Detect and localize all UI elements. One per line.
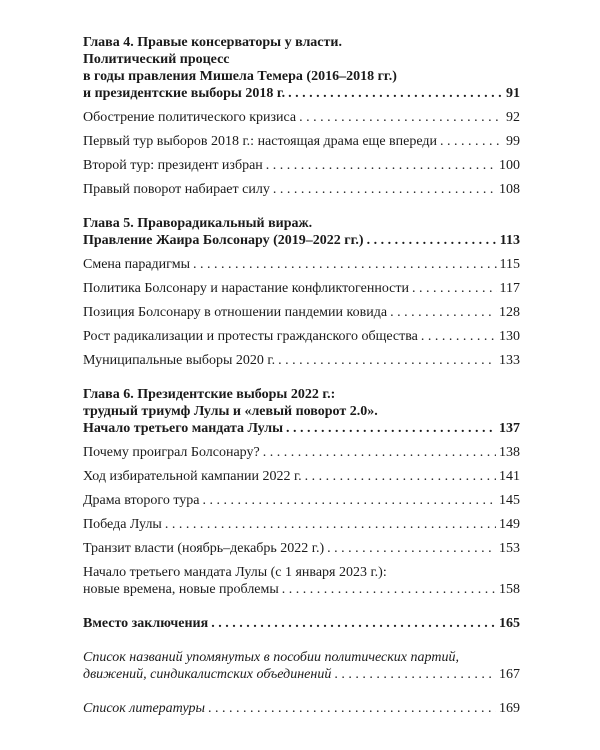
chapter-heading-line: Глава 6. Президентские выборы 2022 г.: [83, 387, 336, 402]
dot-leader [263, 444, 496, 461]
parties-section [83, 649, 520, 683]
page-number: 128 [499, 305, 520, 320]
page-number: 113 [499, 233, 520, 248]
dot-leader [286, 420, 496, 437]
entry-title: Правый поворот набирает силу [83, 182, 270, 197]
page-number: 138 [499, 445, 520, 460]
chapter-heading-line: Политический процесс [83, 52, 230, 67]
toc-entry[interactable] [83, 304, 520, 321]
dot-leader [282, 581, 496, 598]
dot-leader [193, 256, 497, 273]
entry-title: Список литературы [83, 701, 205, 716]
toc-entry[interactable] [83, 468, 520, 485]
toc-entry[interactable] [83, 615, 520, 632]
toc-entry[interactable] [83, 280, 520, 297]
dot-leader [334, 666, 496, 683]
toc-entry[interactable] [83, 109, 520, 126]
page-number: 100 [499, 158, 520, 173]
dot-leader [327, 540, 496, 557]
entry-title: Позиция Болсонару в отношении пандемии ковида [83, 305, 388, 320]
entry-title: Муниципальные выборы 2020 г. [83, 353, 276, 368]
page-number: 169 [499, 701, 520, 716]
toc-entry[interactable] [83, 85, 520, 102]
page-number: 149 [499, 517, 520, 532]
entry-title: движений, синдикалистских объединений [83, 667, 332, 682]
dot-leader [211, 615, 496, 632]
toc-entry[interactable] [83, 328, 520, 345]
page-number: 92 [506, 110, 520, 125]
dot-leader [412, 280, 497, 297]
toc-entry[interactable] [83, 420, 520, 437]
toc-entry[interactable] [83, 492, 520, 509]
entry-title: Ход избирательной кампании 2022 г. [83, 469, 302, 484]
dot-leader [165, 516, 496, 533]
toc-entry[interactable] [83, 232, 520, 249]
page-number: 158 [499, 582, 520, 597]
entry-title: и президентские выборы 2018 г. [83, 86, 286, 101]
entry-title: Второй тур: президент избран [83, 158, 263, 173]
entry-title: Обострение политического кризиса [83, 110, 297, 125]
toc-entry[interactable] [83, 133, 520, 150]
entry-title: Политика Болсонару и нарастание конфликтогенности [83, 281, 409, 296]
entry-title: Вместо заключения [83, 616, 209, 631]
page-number: 108 [499, 182, 520, 197]
literature-section [83, 700, 520, 717]
dot-leader [440, 133, 503, 150]
toc-entry[interactable] [83, 700, 520, 717]
dot-leader [266, 157, 496, 174]
toc-entry[interactable] [83, 352, 520, 369]
entry-title: Начало третьего мандата Лулы [83, 421, 284, 436]
page-number: 141 [499, 469, 520, 484]
chapter-heading-line: Глава 4. Правые консерваторы у власти. [83, 35, 342, 50]
page-number: 145 [499, 493, 520, 508]
entry-title: Правление Жаира Болсонару (2019–2022 гг.) [83, 233, 364, 248]
page-number: 117 [499, 281, 520, 296]
page-number: 153 [499, 541, 520, 556]
entry-title: Рост радикализации и протесты гражданского общества [83, 329, 418, 344]
chapter-4 [83, 34, 520, 198]
page-number: 137 [499, 421, 520, 436]
page-number: 167 [499, 667, 520, 682]
chapter-heading-line: трудный триумф Лулы и «левый поворот 2.0». [83, 404, 378, 419]
dot-leader [288, 85, 503, 102]
entry-title: новые времена, новые проблемы [83, 582, 279, 597]
toc-entry[interactable] [83, 516, 520, 533]
chapter-6 [83, 386, 520, 598]
chapter-heading-line: Глава 5. Праворадикальный вираж. [83, 216, 313, 231]
dot-leader [367, 232, 497, 249]
entry-title-line: Начало третьего мандата Лулы (с 1 января 2023 г.): [83, 565, 387, 580]
chapter-5 [83, 215, 520, 369]
entry-title: Драма второго тура [83, 493, 200, 508]
chapter-heading-line: в годы правления Мишела Темера (2016–2018 гг.) [83, 69, 397, 84]
entry-title-line: Список названий упомянутых в пособии политических партий, [83, 650, 459, 665]
page-number: 165 [499, 616, 520, 631]
entry-title: Смена парадигмы [83, 257, 190, 272]
toc-entry[interactable] [83, 256, 520, 273]
dot-leader [305, 468, 496, 485]
page-number: 91 [506, 86, 520, 101]
dot-leader [273, 181, 496, 198]
page-number: 99 [506, 134, 520, 149]
entry-title: Транзит власти (ноябрь–декабрь 2022 г.) [83, 541, 325, 556]
page-number: 115 [499, 257, 520, 272]
dot-leader [390, 304, 496, 321]
toc-entry[interactable] [83, 540, 520, 557]
toc-entry[interactable] [83, 581, 520, 598]
entry-title: Первый тур выборов 2018 г.: настоящая драма еще впереди [83, 134, 438, 149]
table-of-contents [83, 34, 520, 734]
toc-entry[interactable] [83, 444, 520, 461]
dot-leader [208, 700, 496, 717]
dot-leader [278, 352, 496, 369]
dot-leader [202, 492, 496, 509]
toc-entry[interactable] [83, 666, 520, 683]
toc-entry[interactable] [83, 181, 520, 198]
entry-title: Победа Лулы [83, 517, 162, 532]
dot-leader [299, 109, 503, 126]
page-number: 130 [499, 329, 520, 344]
conclusion-section [83, 615, 520, 632]
dot-leader [421, 328, 496, 345]
page-number: 133 [499, 353, 520, 368]
entry-title: Почему проиграл Болсонару? [83, 445, 260, 460]
toc-entry[interactable] [83, 157, 520, 174]
